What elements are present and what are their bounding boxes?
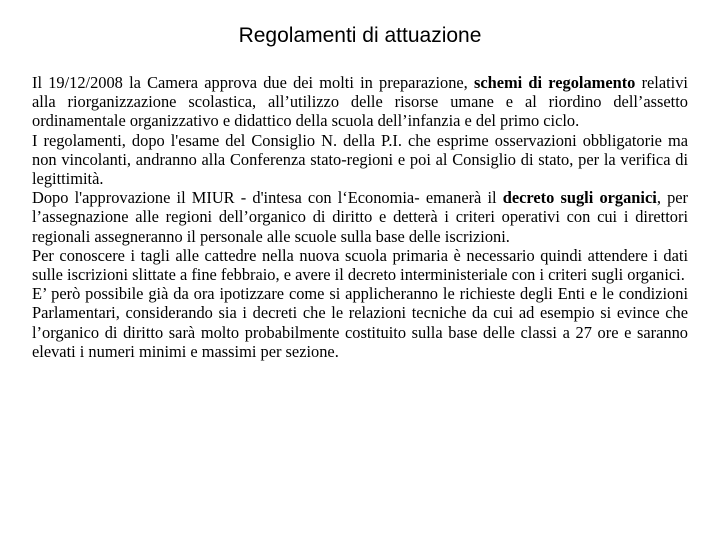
paragraph-hypothesis: E’ però possibile già da ora ipotizzare come si applicheranno le richieste degli Enti e le condizioni Parlamentari, considerando sia i decreti che le relazioni tecniche da cui ad esempio si evince che l’organico di diritto sarà molto probabilmente costituito sulla base delle classi a 27 ore e saranno elevati i numeri minimi e massimi per sezione. — [32, 284, 688, 361]
paragraph-review-process: I regolamenti, dopo l'esame del Consiglio N. della P.I. che esprime osservazioni obbligatorie ma non vincolanti, andranno alla Conferenza stato-regioni e poi al Consiglio di stato, per la verifica di legittimità. — [32, 130, 688, 189]
paragraph-decree — [32, 188, 688, 246]
paragraph-decree-bold: decreto sugli organici — [502, 188, 657, 208]
paragraph-decree-text-start: Dopo l'approvazione il MIUR - d'intesa con l‘Economia- emanerà il — [32, 188, 503, 208]
paragraph-approval — [32, 73, 688, 131]
paragraph-approval-text-end: relativi alla riorganizzazione scolastica, all’utilizzo delle risorse umane e al riordino dell’assetto ordinamentale organizzativo e didattico della scuola dell’infanzia e del primo ciclo. — [32, 73, 688, 131]
slide-body — [32, 73, 688, 361]
slide-title: Regolamenti di attuazione — [238, 24, 482, 47]
paragraph-approval-bold: schemi di regolamento — [473, 73, 636, 92]
paragraph-approval-text-start: Il 19/12/2008 la Camera approva due dei molti in preparazione, — [32, 73, 474, 92]
paragraph-decree-text-end: , per l’assegnazione alle regioni dell’organico di diritto e detterà i criteri operativi con cui i direttori regionali assegneranno il personale alle scuole sulla base delle iscrizioni. — [32, 188, 688, 246]
paragraph-cuts: Per conoscere i tagli alle cattedre nella nuova scuola primaria è necessario quindi attendere i dati sulle iscrizioni slittate a fine febbraio, e avere il decreto interministeriale con i criteri sugli organici. — [32, 245, 688, 285]
